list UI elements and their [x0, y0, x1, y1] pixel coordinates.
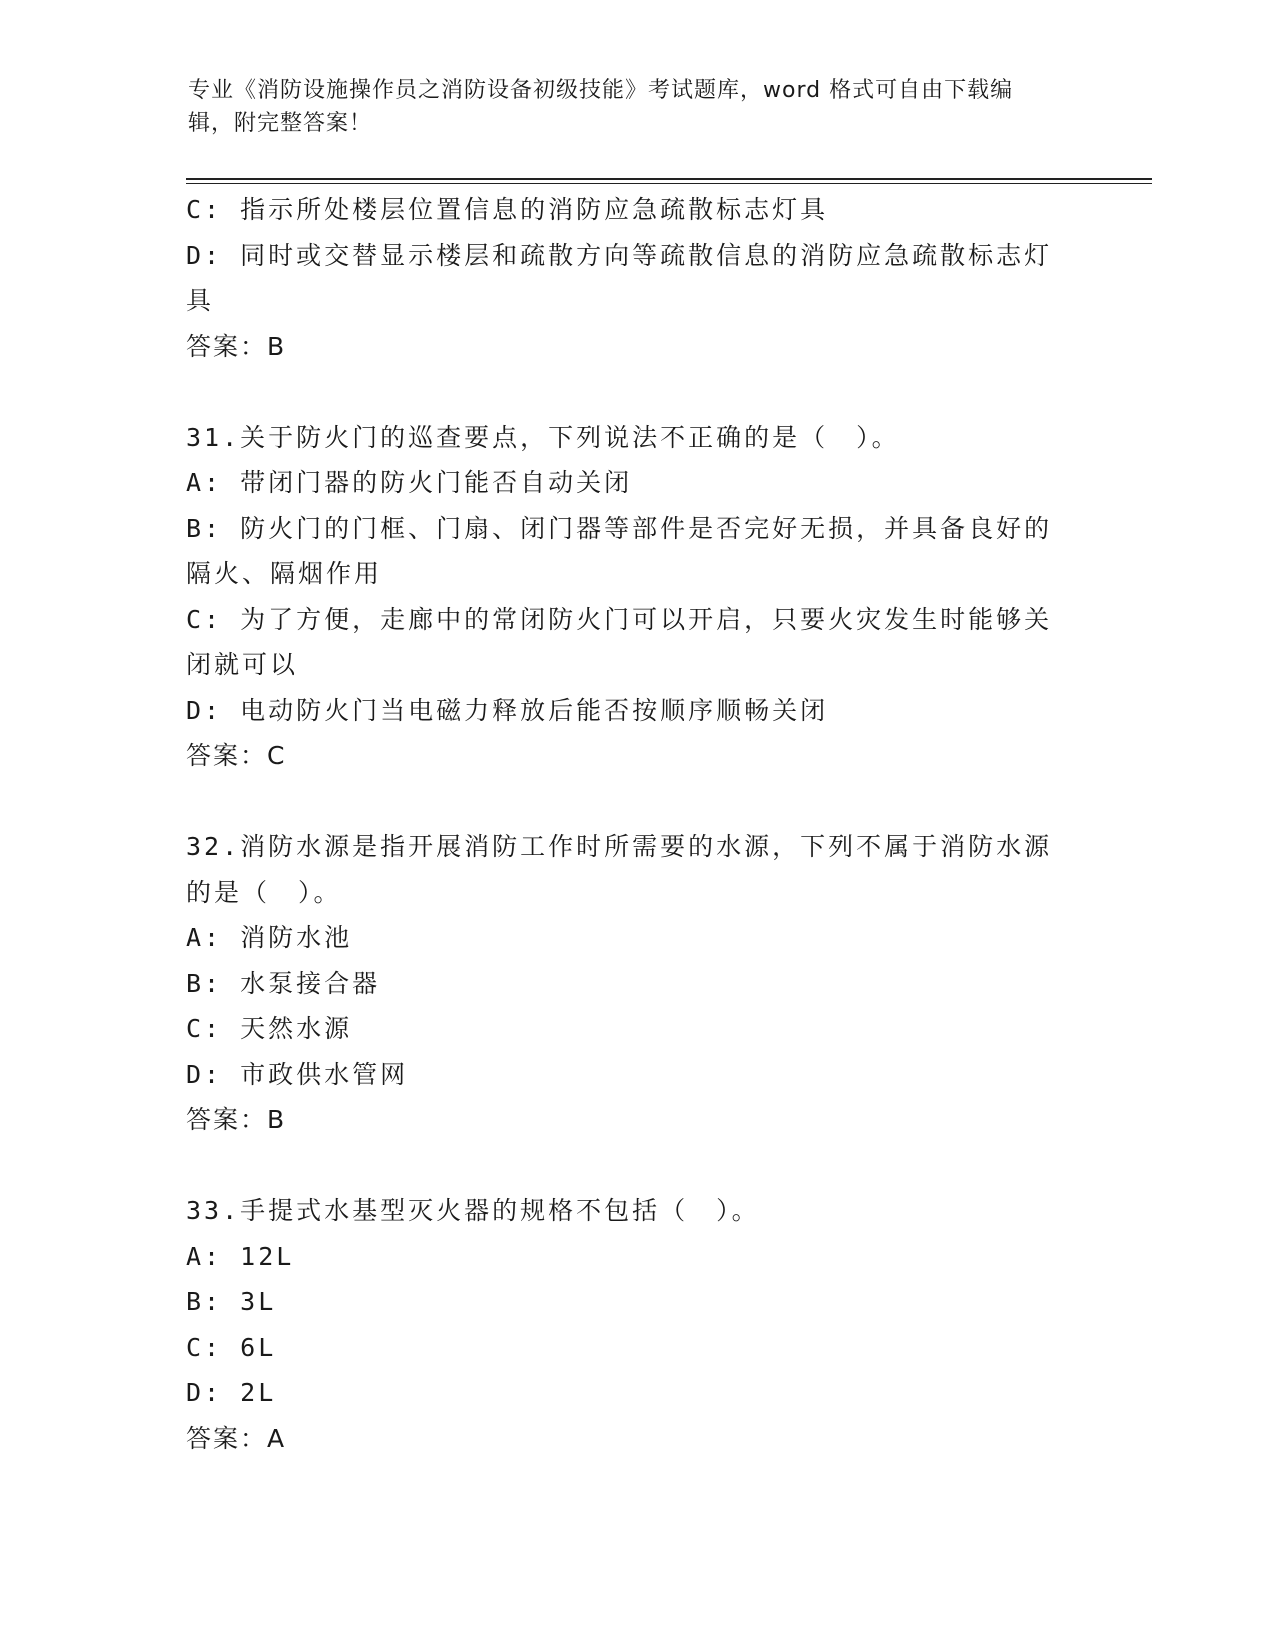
- document-header: [188, 74, 1068, 140]
- spacer: [186, 779, 1086, 825]
- option-a: A: 消防水池: [186, 923, 353, 952]
- option-c-continued: 闭就可以: [186, 650, 299, 679]
- option-b: B: 防火门的门框、门扇、闭门器等部件是否完好无损，并具备良好的: [186, 513, 1053, 543]
- question-text: 32.消防水源是指开展消防工作时所需要的水源，下列不属于消防水源: [186, 832, 1053, 861]
- spacer: [186, 1143, 1086, 1189]
- spacer: [186, 369, 1086, 415]
- question-text: 33.手提式水基型灭火器的规格不包括（ ）。: [186, 1196, 760, 1225]
- option-a: A: 带闭门器的防火门能否自动关闭: [186, 468, 633, 497]
- option-b: B: 水泵接合器: [186, 968, 381, 998]
- answer: 答案：B: [186, 1105, 287, 1134]
- header-line-2: 辑，附完整答案！: [188, 111, 373, 136]
- header-rule-thin: [186, 183, 1152, 184]
- option-c: C: 指示所处楼层位置信息的消防应急疏散标志灯具: [186, 195, 829, 224]
- question-31: [186, 415, 1086, 779]
- option-d: D: 同时或交替显示楼层和疏散方向等疏散信息的消防应急疏散标志灯: [186, 240, 1053, 270]
- option-d: D: 2L: [186, 1378, 277, 1407]
- option-b: B: 3L: [186, 1287, 277, 1316]
- option-c: C: 天然水源: [186, 1014, 353, 1043]
- question-32: [186, 824, 1086, 1143]
- previous-question-tail: [186, 187, 1086, 369]
- answer: 答案：C: [186, 741, 287, 770]
- option-d: D: 市政供水管网: [186, 1059, 409, 1089]
- question-text: 31.关于防火门的巡查要点，下列说法不正确的是（ ）。: [186, 422, 900, 452]
- question-content: [186, 187, 1086, 1461]
- option-a: A: 12L: [186, 1241, 295, 1271]
- question-33: [186, 1188, 1086, 1461]
- option-c: C: 为了方便，走廊中的常闭防火门可以开启，只要火灾发生时能够关: [186, 604, 1053, 634]
- option-d: D: 电动防火门当电磁力释放后能否按顺序顺畅关闭: [186, 695, 829, 725]
- header-line-1: 专业《消防设施操作员之消防设备初级技能》考试题库，word 格式可自由下载编: [188, 78, 1014, 103]
- option-b-continued: 隔火、隔烟作用: [186, 559, 383, 588]
- question-text-continued: 的是（ ）。: [186, 877, 342, 907]
- option-c: C: 6L: [186, 1332, 277, 1362]
- header-rule-thick: [186, 178, 1152, 180]
- option-d-continued: 具: [186, 286, 215, 315]
- answer: 答案：A: [186, 1423, 287, 1453]
- answer: 答案：B: [186, 331, 287, 361]
